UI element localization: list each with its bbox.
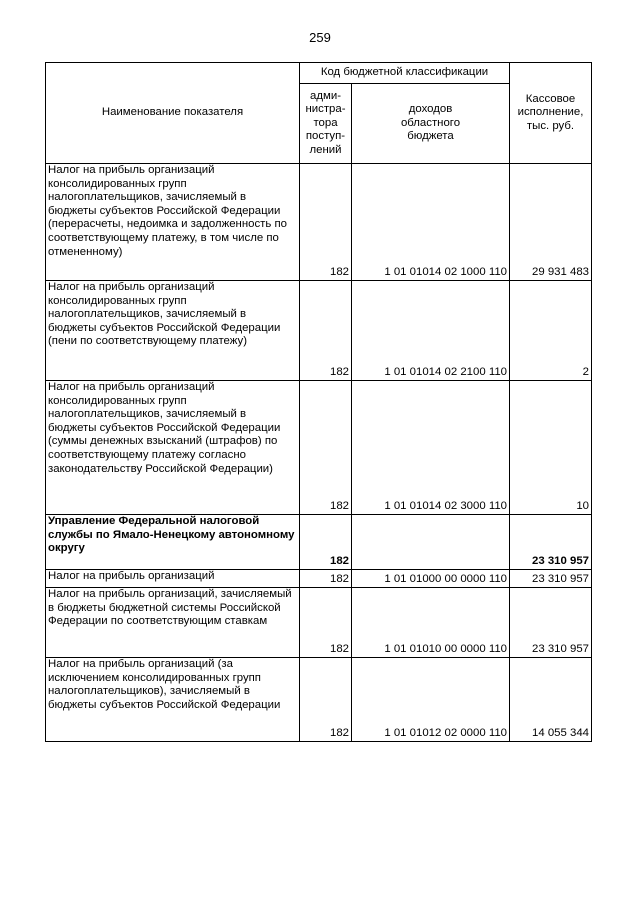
row-code: 1 01 01014 02 2100 110 xyxy=(352,281,510,381)
row-sum: 23 310 957 xyxy=(510,588,592,658)
row-code: 1 01 01014 02 3000 110 xyxy=(352,381,510,515)
row-sum: 23 310 957 xyxy=(510,515,592,570)
row-admin: 182 xyxy=(300,515,352,570)
header-admin xyxy=(300,84,352,164)
row-code: 1 01 01010 00 0000 110 xyxy=(352,588,510,658)
row-sum: 2 xyxy=(510,281,592,381)
table-row xyxy=(46,515,592,570)
budget-table xyxy=(45,62,592,742)
row-admin: 182 xyxy=(300,588,352,658)
table-row xyxy=(46,281,592,381)
row-sum: 14 055 344 xyxy=(510,658,592,742)
page-number: 259 xyxy=(309,30,331,45)
row-sum: 23 310 957 xyxy=(510,570,592,588)
row-name: Налог на прибыль организаций консолидированных групп налогоплательщиков, зачисляемый в бюджеты субъектов Российской Федерации (пени по соответствующему платежу) xyxy=(46,281,300,381)
table-row xyxy=(46,164,592,281)
row-code: 1 01 01014 02 1000 110 xyxy=(352,164,510,281)
row-name: Налог на прибыль организаций консолидированных групп налогоплательщиков, зачисляемый в бюджеты субъектов Российской Федерации (перерасчеты, недоимка и задолженность по соответствующему платежу, в том числе по отмененному) xyxy=(46,164,300,281)
header-admin-text: адми- нистра- тора поступ- лений xyxy=(305,89,346,156)
row-sum: 10 xyxy=(510,381,592,515)
table-row xyxy=(46,658,592,742)
row-name: Управление Федеральной налоговой службы по Ямало-Ненецкому автономному округу xyxy=(46,515,300,570)
row-admin: 182 xyxy=(300,570,352,588)
row-name: Налог на прибыль организаций консолидированных групп налогоплательщиков, зачисляемый в бюджеты субъектов Российской Федерации (суммы денежных взысканий (штрафов) по соответствующему платежу согласно законодательству Российской Федерации) xyxy=(46,381,300,515)
header-sum-text: Кассовое исполнение, тыс. руб. xyxy=(517,92,584,132)
row-code: 1 01 01012 02 0000 110 xyxy=(352,658,510,742)
row-code: 1 01 01000 00 0000 110 xyxy=(352,570,510,588)
row-name: Налог на прибыль организаций, зачисляемый в бюджеты бюджетной системы Российской Федерации по соответствующим ставкам xyxy=(46,588,300,658)
row-code xyxy=(352,515,510,570)
table-row xyxy=(46,588,592,658)
row-admin: 182 xyxy=(300,381,352,515)
header-name: Наименование показателя xyxy=(46,63,300,164)
header-code-group: Код бюджетной классификации xyxy=(300,63,510,84)
header-sum xyxy=(510,63,592,164)
header-income xyxy=(352,84,510,164)
row-admin: 182 xyxy=(300,658,352,742)
header-income-text: доходов областного бюджета xyxy=(400,103,461,143)
row-admin: 182 xyxy=(300,164,352,281)
row-name: Налог на прибыль организаций (за исключением консолидированных групп налогоплательщиков), зачисляемый в бюджеты субъектов Российской Федерации xyxy=(46,658,300,742)
row-sum: 29 931 483 xyxy=(510,164,592,281)
table-row xyxy=(46,570,592,588)
row-admin: 182 xyxy=(300,281,352,381)
row-name: Налог на прибыль организаций xyxy=(46,570,300,588)
table-row xyxy=(46,381,592,515)
